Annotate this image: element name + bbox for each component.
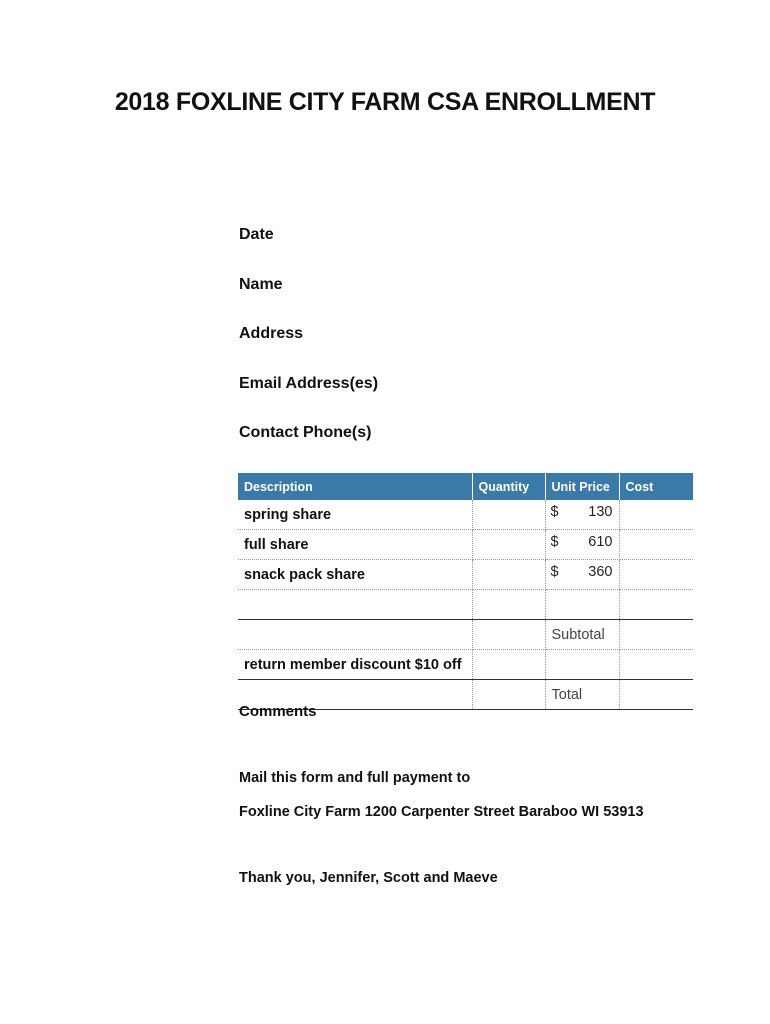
unit-price-value: 360	[588, 564, 613, 580]
comments-label: Comments	[239, 703, 317, 720]
empty-price-cell[interactable]	[545, 590, 619, 620]
unit-price-cell	[545, 530, 619, 560]
currency-symbol: $	[550, 564, 559, 580]
table-row	[238, 560, 693, 590]
quantity-input[interactable]	[472, 530, 545, 560]
header-cost: Cost	[619, 473, 693, 500]
total-value-input[interactable]	[619, 680, 693, 710]
table-row	[238, 530, 693, 560]
empty-description-cell[interactable]	[238, 590, 472, 620]
total-blank-cell	[472, 680, 545, 710]
subtotal-row	[238, 620, 693, 650]
table-row-empty	[238, 590, 693, 620]
table-header-row	[238, 473, 693, 500]
discount-label: return member discount $10 off	[238, 650, 472, 680]
header-unit-price: Unit Price	[545, 473, 619, 500]
cost-input[interactable]	[619, 560, 693, 590]
quantity-input[interactable]	[472, 500, 545, 530]
item-description: spring share	[238, 500, 472, 530]
quantity-input[interactable]	[472, 560, 545, 590]
date-label: Date	[239, 226, 274, 243]
subtotal-value-input[interactable]	[619, 620, 693, 650]
cost-input[interactable]	[619, 500, 693, 530]
empty-quantity-cell[interactable]	[472, 590, 545, 620]
empty-cost-cell[interactable]	[619, 590, 693, 620]
discount-blank-cell	[472, 650, 545, 680]
discount-row	[238, 650, 693, 680]
name-label: Name	[239, 276, 283, 293]
unit-price-cell	[545, 560, 619, 590]
thank-you-note: Thank you, Jennifer, Scott and Maeve	[239, 870, 498, 886]
discount-value-input[interactable]	[619, 650, 693, 680]
table-row	[238, 500, 693, 530]
item-description: full share	[238, 530, 472, 560]
subtotal-blank-cell	[238, 620, 472, 650]
item-description: snack pack share	[238, 560, 472, 590]
page-title: 2018 FOXLINE CITY FARM CSA ENROLLMENT	[114, 88, 656, 116]
order-table	[238, 473, 693, 710]
unit-price-value: 130	[588, 504, 613, 520]
mail-instruction: Mail this form and full payment to	[239, 770, 471, 786]
unit-price-cell	[545, 500, 619, 530]
header-quantity: Quantity	[472, 473, 545, 500]
currency-symbol: $	[550, 534, 559, 550]
subtotal-label: Subtotal	[545, 620, 619, 650]
header-description: Description	[238, 473, 472, 500]
currency-symbol: $	[550, 504, 559, 520]
subtotal-blank-cell	[472, 620, 545, 650]
unit-price-value: 610	[588, 534, 613, 550]
total-label: Total	[545, 680, 619, 710]
cost-input[interactable]	[619, 530, 693, 560]
email-label: Email Address(es)	[239, 375, 379, 392]
address-label: Address	[239, 325, 304, 342]
discount-blank-cell	[545, 650, 619, 680]
phone-label: Contact Phone(s)	[239, 424, 372, 441]
mail-address: Foxline City Farm 1200 Carpenter Street Baraboo WI 53913	[239, 804, 644, 820]
